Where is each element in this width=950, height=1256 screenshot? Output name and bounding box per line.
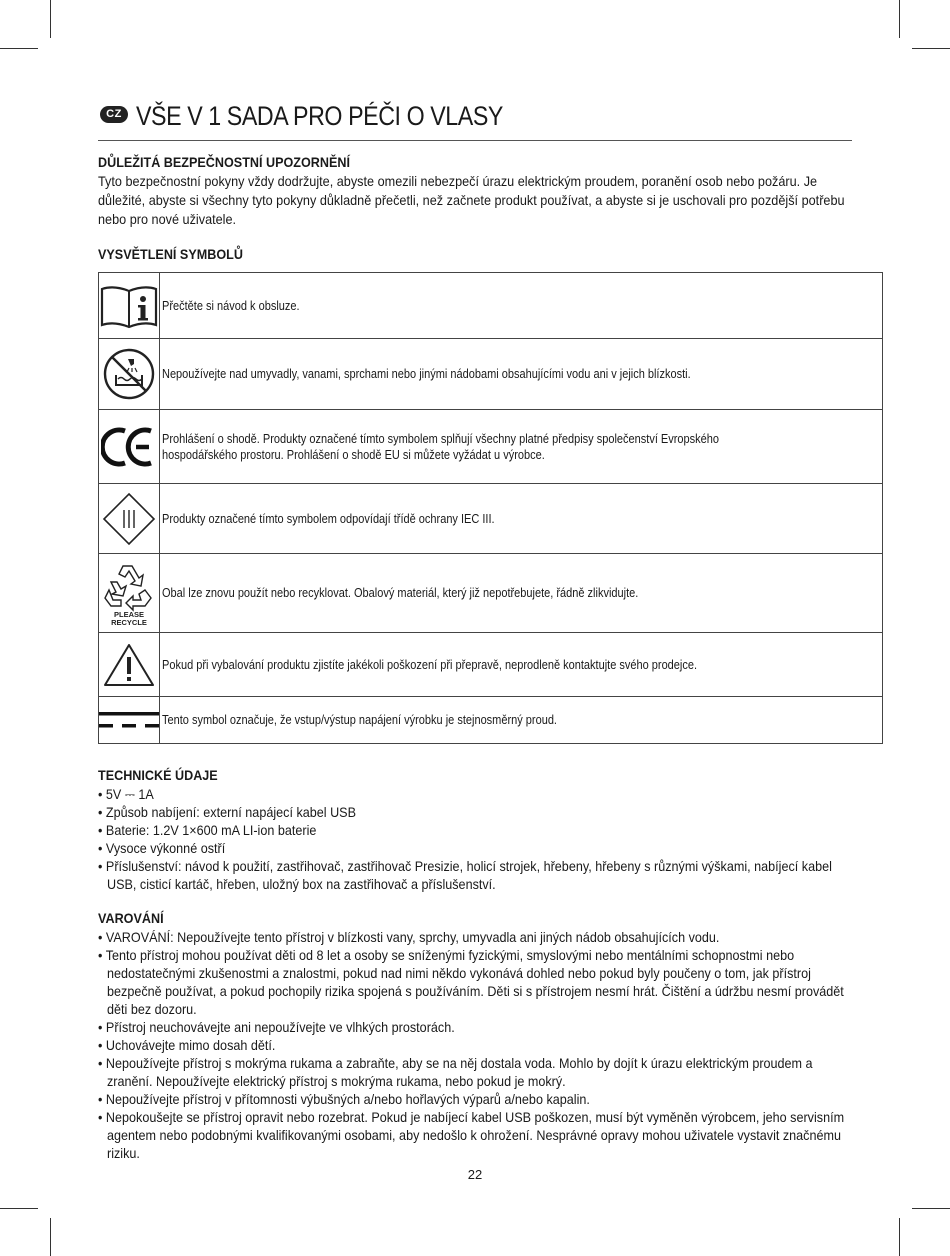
ce-mark-icon — [99, 410, 160, 484]
symbol-text: Produkty označené tímto symbolem odpovídají třídě ochrany IEC III. — [162, 511, 495, 526]
symbol-row — [99, 273, 883, 339]
list-item: • 5V ⎓ 1A — [98, 785, 854, 803]
symbol-text: Obal lze znovu použít nebo recyklovat. Obalový materiál, který již nepotřebujete, řádně zlikvidujte. — [162, 586, 639, 600]
warnings-list — [98, 928, 854, 1162]
crop-mark — [0, 48, 38, 49]
title-row — [98, 100, 852, 141]
symbol-row — [99, 697, 883, 744]
symbol-text: Nepoužívejte nad umyvadly, vanami, sprchami nebo jinými nádobami obsahujícími vodu ani v jejich blízkosti. — [162, 367, 691, 381]
crop-mark — [912, 1208, 950, 1209]
list-item: • Uchovávejte mimo dosah dětí. — [98, 1036, 854, 1054]
direct-current-icon — [99, 697, 160, 744]
list-item: • Nepoužívejte přístroj s mokrýma rukama a zabraňte, aby se na něj dostala voda. Mohlo by dojít k úrazu elektrickým proudem a zranění. Nepoužívejte elektrický přístroj s mokrýma rukama, nebo pokud je mokrý. — [98, 1054, 854, 1090]
symbol-row — [99, 554, 883, 633]
crop-mark — [912, 48, 950, 49]
symbols-heading: VYSVĚTLENÍ SYMBOLŮ — [98, 246, 243, 262]
symbol-text: Pokud při vybalování produktu zjistíte jakékoli poškození při přepravě, neprodleně kontaktujte svého prodejce. — [162, 657, 698, 672]
technical-list — [98, 785, 854, 893]
language-badge: CZ — [100, 106, 128, 123]
safety-text: Tyto bezpečnostní pokyny vždy dodržujte, abyste omezili nebezpečí úrazu elektrickým proudem, poranění osob nebo požáru. Je důležité, abyste si všechny tyto pokyny důkladně přečetli, než začnete produkt používat, a abyste si je uschovali pro pozdější potřebu nebo pro nové uživatele. — [98, 173, 845, 227]
crop-mark — [50, 0, 51, 38]
crop-mark — [0, 1208, 38, 1209]
recycle-icon — [99, 554, 160, 633]
list-item: • Vysoce výkonné ostří — [98, 839, 854, 857]
symbol-row — [99, 339, 883, 410]
safety-heading: DŮLEŽITÁ BEZPEČNOSTNÍ UPOZORNĚNÍ — [98, 154, 351, 170]
symbol-row — [99, 484, 883, 554]
page-number: 22 — [467, 1167, 483, 1182]
list-item: • Tento přístroj mohou používat děti od 8 let a osoby se sníženými fyzickými, smyslovými nebo mentálními schopnostmi nebo nedostatečnými zkušenostmi a znalostmi, pokud nad nimi někdo vykonává dohled nebo pokud byly poučeny o tom, jak přístroj bezpečně používat, a pokud pochopily rizika spojená s používáním. Děti si s přístrojem nesmí hrát. Čištění a údržbu nesmí provádět děti bez dozoru. — [98, 946, 854, 1018]
crop-mark — [899, 0, 900, 38]
list-item: • Příslušenství: návod k použití, zastřihovač, zastřihovač Presizie, holicí strojek, hřebeny, hřebeny s různými výškami, nabíjecí kabel USB, cisticí kartáč, hřeben, uložný box na zastřihovač a příslušenství. — [98, 857, 854, 893]
list-item: • Přístroj neuchovávejte ani nepoužívejte ve vlhkých prostorách. — [98, 1018, 854, 1036]
warnings-heading: VAROVÁNÍ — [98, 910, 164, 926]
no-water-icon — [99, 339, 160, 410]
symbols-table — [98, 272, 883, 744]
symbol-text: Prohlášení o shodě. Produkty označené tímto symbolem splňují všechny platné předpisy společenství Evropského hospodářského prostoru. Prohlášení o shodě EU si můžete vyžádat u výrobce. — [162, 431, 720, 462]
crop-mark — [50, 1218, 51, 1256]
list-item: • Nepokoušejte se přístroj opravit nebo rozebrat. Pokud je nabíjecí kabel USB poškozen, musí být vyměněn výrobcem, jeho servisním agentem nebo podobnými kvalifikovanými osobami, aby nedošlo k ohrožení. Nesprávné opravy mohou uživatele vystavit značnému riziku. — [98, 1108, 854, 1162]
symbol-row — [99, 410, 883, 484]
list-item: • Baterie: 1.2V 1×600 mA LI-ion baterie — [98, 821, 854, 839]
class-iii-icon — [99, 484, 160, 554]
list-item: • VAROVÁNÍ: Nepoužívejte tento přístroj v blízkosti vany, sprchy, umyvadla ani jiných nádob obsahujících vodu. — [98, 928, 854, 946]
manual-info-icon — [99, 273, 160, 339]
recycle-label-2: RECYCLE — [111, 618, 147, 626]
crop-mark — [899, 1218, 900, 1256]
list-item: • Způsob nabíjení: externí napájecí kabel USB — [98, 803, 854, 821]
recycle-label-1: PLEASE — [113, 610, 145, 619]
warning-triangle-icon — [99, 633, 160, 697]
technical-heading: TECHNICKÉ ÚDAJE — [98, 767, 218, 783]
page-title: VŠE V 1 SADA PRO PÉČI O VLASY — [136, 101, 503, 131]
list-item: • Nepoužívejte přístroj v přítomnosti výbušných a/nebo hořlavých výparů a/nebo kapalin. — [98, 1090, 854, 1108]
symbol-text: Přečtěte si návod k obsluze. — [162, 298, 300, 313]
symbol-row — [99, 633, 883, 697]
symbol-text: Tento symbol označuje, že vstup/výstup napájení výrobku je stejnosměrný proud. — [162, 713, 557, 727]
